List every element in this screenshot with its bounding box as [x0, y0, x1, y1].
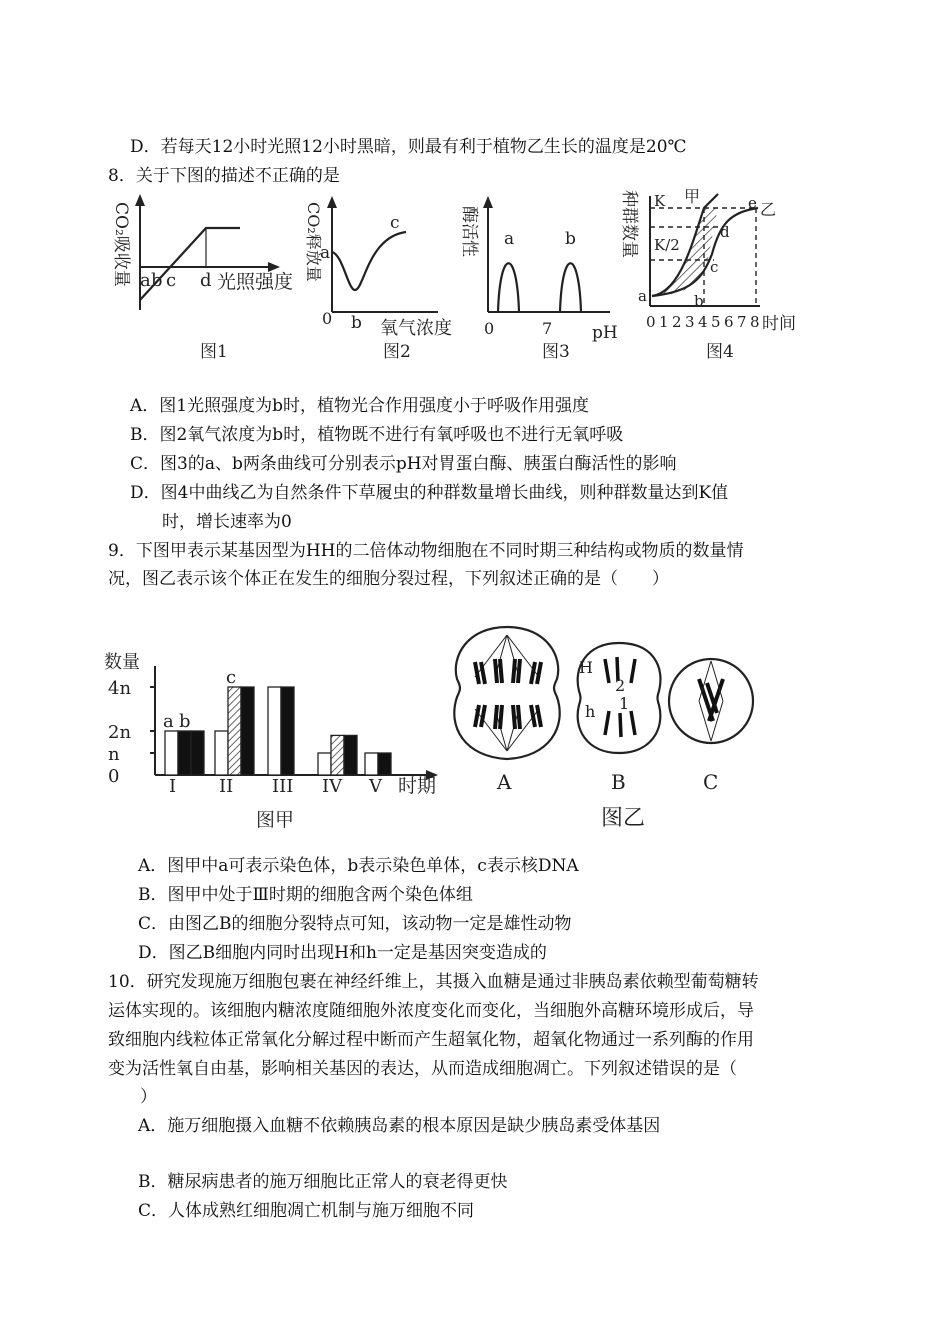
question-10-line3: 致细胞内线粒体正常氧化分解过程中断而产生超氧化物，超氧化物通过一系列酶的作用	[108, 1030, 754, 1050]
bar-series-label-b: b	[179, 711, 191, 732]
fig2-xlabel: 氧气浓度	[380, 318, 452, 339]
question-9-line2: 况，图乙表示该个体正在发生的细胞分裂过程，下列叙述正确的是（ ）	[108, 569, 669, 589]
option-10b: B．糖尿病患者的施万细胞比正常人的衰老得更快	[138, 1172, 508, 1192]
fig3-tick7: 7	[542, 319, 553, 338]
bar-ytick: 0	[108, 766, 120, 787]
question-10-line1: 10．研究发现施万细胞包裹在神经纤维上，其摄入血糖是通过非胰岛素依赖型葡萄糖转	[108, 972, 759, 992]
option-9a: A．图甲中a可表示染色体，b表示染色单体，c表示核DNA	[138, 856, 579, 876]
question-10-line4: 变为活性氧自由基，影响相关基因的表达，从而造成细胞凋亡。下列叙述错误的是（	[108, 1059, 737, 1079]
option-9b: B．图甲中处于Ⅲ时期的细胞含两个染色体组	[138, 885, 473, 905]
bar-ytick: n	[108, 744, 120, 765]
fig1-label-c: c	[166, 270, 177, 291]
cell-b-gene-h: h	[585, 702, 596, 721]
figure-4	[619, 184, 810, 362]
option-8a: A．图1光照强度为b时，植物光合作用强度小于呼吸作用强度	[130, 396, 589, 416]
question-10-line2: 运体实现的。该细胞内糖浓度随细胞外浓度变化而变化，当细胞外高糖环境形成后，导	[108, 1001, 754, 1021]
figure-jia-bar-chart	[100, 650, 440, 840]
figure-3	[459, 192, 622, 367]
fig4-xtick-7: 7	[737, 313, 747, 331]
fig3-xlabel: pH	[592, 323, 618, 343]
fig4-pt-a: a	[638, 287, 647, 305]
bar-xlabel: 时期	[398, 775, 437, 797]
question-10-line5: ）	[140, 1087, 157, 1107]
bar-IV-dna	[344, 735, 357, 775]
bar-xtick-V: V	[369, 776, 382, 797]
bar-II-dna	[241, 687, 254, 775]
fig4-k2: K/2	[654, 236, 680, 254]
fig3-a: a	[504, 229, 515, 249]
fig1-label-b: b	[151, 270, 163, 291]
fig2-b: b	[351, 313, 362, 333]
bar-II-a	[215, 731, 228, 775]
cell-b-gene-H: H	[579, 658, 593, 677]
cell-a-label: A	[497, 770, 512, 794]
bar-series-label-a: a	[163, 711, 174, 732]
bar-ytick: 4n	[108, 678, 132, 699]
bar-series-label-c: c	[226, 667, 237, 688]
fig4-xtick-8: 8	[750, 313, 760, 331]
cell-a-spindle	[475, 635, 539, 751]
bar-IV-a	[318, 753, 331, 775]
fig4-xtick-0: 0	[646, 313, 656, 331]
fig4-pt-e: e	[748, 194, 757, 212]
option-9c: C．由图乙B的细胞分裂特点可知，该动物一定是雄性动物	[138, 914, 572, 934]
bar-xtick-II: II	[219, 776, 234, 797]
bar-xtick-III: III	[272, 776, 294, 797]
fig1-label-d: d	[200, 270, 212, 291]
question-8: 8．关于下图的描述不正确的是	[108, 166, 340, 186]
fig2-caption: 图2	[383, 342, 411, 362]
bar-I-a	[165, 731, 178, 775]
fig3-caption: 图3	[542, 342, 570, 362]
bar-V-dna	[378, 753, 391, 775]
fig3-origin: 0	[484, 319, 495, 338]
bar-III-a	[268, 687, 281, 775]
fig4-xtick-3: 3	[685, 313, 695, 331]
option-10a: A．施万细胞摄入血糖不依赖胰岛素的根本原因是缺少胰岛素受体基因	[138, 1116, 661, 1136]
bar-II-c	[228, 687, 241, 775]
fig4-pt-b: b	[694, 292, 704, 310]
fig4-k: K	[654, 192, 666, 210]
fig2-a: a	[320, 243, 331, 263]
figure-yi-caption: 图乙	[601, 806, 646, 831]
fig4-xtick-5: 5	[711, 313, 721, 331]
cell-b-num-2: 2	[615, 676, 626, 695]
fig2-c: c	[390, 213, 400, 233]
fig4-jia: 甲	[684, 187, 701, 206]
fig1-xlabel: 光照强度	[217, 271, 294, 293]
option-8b: B．图2氧气浓度为b时，植物既不进行有氧呼吸也不进行无氧呼吸	[130, 425, 624, 445]
fig3-b: b	[565, 229, 576, 249]
option-8d: D．图4中曲线乙为自然条件下草履虫的种群数量增长曲线，则种群数量达到K值	[130, 483, 729, 503]
bar-V-a	[365, 753, 378, 775]
cell-b-label: B	[611, 770, 626, 794]
bar-xtick-IV: IV	[322, 776, 343, 797]
figure-2	[298, 192, 468, 367]
option-8-prev-d: D．若每天12小时光照12小时黑暗，则最有利于植物乙生长的温度是20℃	[130, 137, 687, 157]
fig4-xtick-4: 4	[698, 313, 708, 331]
fig2-ylabel: CO₂释放量	[304, 202, 323, 282]
fig2-origin: 0	[322, 309, 333, 328]
bar-I-b	[178, 731, 191, 775]
bar-title: 图甲	[256, 809, 295, 831]
fig4-pt-c: c	[710, 258, 719, 276]
fig3-ylabel: 酶活性	[459, 206, 479, 257]
fig4-ylabel: 种群数量	[619, 190, 639, 258]
fig4-xtick-1: 1	[659, 313, 669, 331]
fig1-ylabel: CO₂吸收量	[111, 202, 131, 287]
option-8d-cont: 时，增长速率为0	[162, 512, 292, 532]
cell-b-num-1: 1	[619, 694, 630, 713]
fig1-caption: 图1	[200, 342, 228, 362]
bar-xtick-I: I	[169, 776, 177, 797]
bar-I-dna	[191, 731, 204, 775]
fig4-pt-d: d	[720, 223, 730, 241]
fig4-xlabel: 时间	[762, 314, 796, 334]
figure-1	[100, 192, 300, 367]
bar-ylabel: 数量	[104, 652, 140, 673]
bar-III-dna	[281, 687, 294, 775]
fig4-yi: 乙	[760, 200, 777, 219]
fig4-xtick-6: 6	[724, 313, 734, 331]
cell-a-chromosomes	[475, 659, 541, 729]
fig4-xtick-2: 2	[672, 313, 682, 331]
cell-c-label: C	[703, 770, 719, 794]
option-10c: C．人体成熟红细胞凋亡机制与施万细胞不同	[138, 1201, 475, 1221]
option-8c: C．图3的a、b两条曲线可分别表示pH对胃蛋白酶、胰蛋白酶活性的影响	[130, 454, 677, 474]
option-9d: D．图乙B细胞内同时出现H和h一定是基因突变造成的	[138, 943, 547, 963]
figure-yi-cell-division	[445, 617, 745, 837]
fig4-caption: 图4	[706, 342, 734, 362]
fig1-label-a: a	[140, 270, 151, 291]
question-9-line1: 9．下图甲表示某基因型为HH的二倍体动物细胞在不同时期三种结构或物质的数量情	[108, 541, 744, 561]
bar-ytick: 2n	[108, 722, 132, 743]
bar-IV-c	[331, 735, 344, 775]
